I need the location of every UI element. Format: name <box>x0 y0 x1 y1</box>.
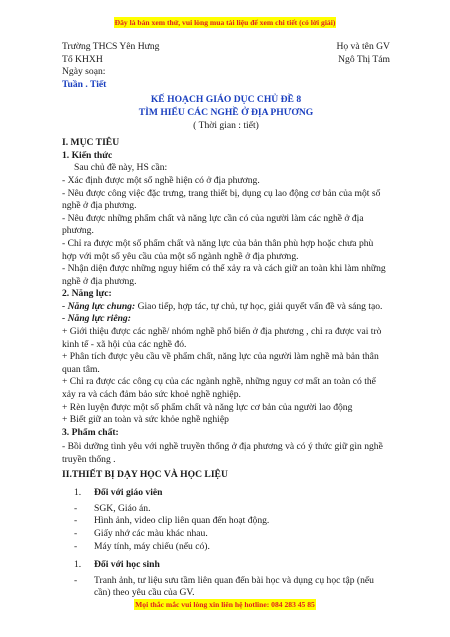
general-skills-text: Giao tiếp, hợp tác, tự chủ, tự học, giải quyết vấn đề và sáng tạo. <box>135 300 383 312</box>
student-item-text: Tranh ảnh, tư liệu sưu tầm liên quan đến bài học và dụng cụ học tập (nếu cần) theo yêu cầu của GV. <box>94 574 374 599</box>
teacher-name: Ngô Thị Tám <box>338 53 390 65</box>
specific-skill-item: + Giới thiệu được các nghề/ nhóm nghề phổ biến ở địa phương , chỉ ra được vai trò kinh tế - xã hội của các nghề đó. <box>62 326 382 350</box>
plan-subtitle: TÌM HIỂU CÁC NGHỀ Ở ĐỊA PHƯƠNG <box>138 106 314 118</box>
specific-skill-item: + Chỉ ra được các công cụ của các ngành nghề, những nguy cơ mất an toàn có thể xảy ra và cách đảm bảo sức khoẻ nghề nghiệp. <box>62 376 376 401</box>
specific-skill-item: + Rèn luyện được một số phẩm chất và năng lực cơ bản của người lao động <box>62 401 353 413</box>
group-name: Tổ KHXH <box>62 53 103 65</box>
teacher-item: - Giấy nhớ các màu khác nhau. <box>74 527 208 539</box>
knowledge-heading: 1. Kiến thức <box>62 149 113 161</box>
knowledge-item: - Nêu được công việc đặc trưng, trang thiết bị, dụng cụ lao động cơ bản của một số nghề ở địa phương. <box>62 187 381 212</box>
header-row-1 <box>62 41 390 54</box>
specific-skill-item: + Biết giữ an toàn và sức khỏe nghề nghiệp <box>62 414 229 426</box>
teacher-item: - Hình ảnh, video clip liên quan đến hoạt động. <box>74 515 270 527</box>
week-label: Tuần . Tiết <box>62 78 107 90</box>
preview-banner-text: Đây là bản xem thử, vui lòng mua tài liệu để xem chi tiết (có lời giải) <box>114 18 336 27</box>
teacher-name-label: Họ và tên GV <box>336 41 390 52</box>
section-objectives-heading: I. MỤC TIÊU <box>62 137 120 149</box>
knowledge-item: - Nêu được những phẩm chất và năng lực cần có của người làm các nghề ở địa phương. <box>62 212 364 237</box>
knowledge-item: - Xác định được một số nghề hiện có ở địa phương. <box>62 174 260 186</box>
student-subheading <box>62 559 390 572</box>
plan-title: KẾ HOẠCH GIÁO DỤC CHỦ ĐỀ 8 <box>150 94 302 106</box>
section-equipment-heading: II.THIẾT BỊ DẠY HỌC VÀ HỌC LIỆU <box>62 468 228 480</box>
hotline-banner <box>0 600 450 609</box>
date-label: Ngày soạn: <box>62 66 106 78</box>
knowledge-item: - Nhận diện được những nguy hiểm có thể xảy ra và cách giữ an toàn khi làm những nghề ở địa phương. <box>62 263 386 287</box>
skills-heading: 2. Năng lực: <box>62 288 112 300</box>
school-name: Trường THCS Yên Hưng <box>62 41 160 52</box>
student-item: - Tranh ảnh, tư liệu sưu tầm liên quan đến bài học và dụng cụ học tập (nếu cần) theo yêu cầu của GV. <box>62 575 390 600</box>
general-skills <box>62 301 390 314</box>
teacher-item-text: Hình ảnh, video clip liên quan đến hoạt động. <box>94 515 270 527</box>
teacher-subheading <box>62 487 390 500</box>
document-body <box>62 41 390 600</box>
specific-skills-label: - Năng lực riêng: <box>62 313 131 325</box>
specific-skill-item: + Phân tích được yêu cầu về phẩm chất, năng lực của người làm nghề mà bản thân quan tâm. <box>62 351 379 375</box>
header-row-2 <box>62 54 390 67</box>
preview-banner <box>0 18 450 27</box>
teacher-subheading-label: Đối với giáo viên <box>94 487 163 499</box>
teacher-item: - SGK, Giáo án. <box>74 502 151 514</box>
knowledge-item: - Chỉ ra được một số phẩm chất và năng lực của bản thân phù hợp hoặc chưa phù hợp với một số yêu cầu của một số ngành nghề ở địa phương. <box>62 237 374 262</box>
student-subheading-label: Đối với học sinh <box>94 559 160 571</box>
knowledge-intro: Sau chủ đề này, HS cần: <box>74 162 168 174</box>
qualities-heading: 3. Phẩm chất: <box>62 426 119 438</box>
general-skills-label: - Năng lực chung: <box>62 300 136 312</box>
plan-duration: ( Thời gian : tiết) <box>193 119 259 131</box>
teacher-item-text: Máy tính, máy chiếu (nếu có). <box>94 540 210 552</box>
teacher-item-text: Giấy nhớ các màu khác nhau. <box>94 527 208 539</box>
hotline-banner-text: Mọi thắc mắc vui lòng xin liên hệ hotline: 084 283 45 85 <box>135 600 315 609</box>
student-subheading-number: 1. <box>74 559 82 571</box>
qualities-text: - Bồi dưỡng tình yêu với nghề truyền thống ở địa phương và có ý thức giữ gìn nghề truyền thống . <box>62 441 383 465</box>
teacher-subheading-number: 1. <box>74 487 82 499</box>
teacher-item-text: SGK, Giáo án. <box>94 502 151 514</box>
teacher-item: - Máy tính, máy chiếu (nếu có). <box>74 540 210 552</box>
